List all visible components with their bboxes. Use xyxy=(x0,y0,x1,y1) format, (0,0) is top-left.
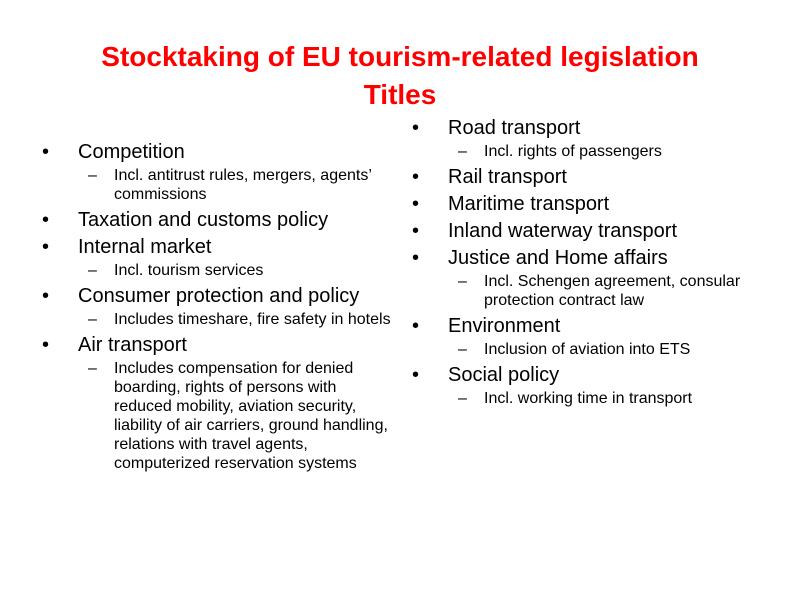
sub-bullet-list xyxy=(448,389,772,408)
sub-bullet-list xyxy=(448,142,772,161)
bullet-item xyxy=(412,247,772,310)
bullet-text: Rail transport xyxy=(448,166,567,188)
title-line-2: Titles xyxy=(363,79,437,110)
bullet-item xyxy=(42,236,392,280)
left-bullet-list xyxy=(42,141,392,473)
bullet-item xyxy=(412,315,772,359)
bullet-marker: • xyxy=(412,364,420,386)
right-bullet-list xyxy=(412,117,772,408)
bullet-marker: • xyxy=(42,236,50,258)
sub-bullet-marker: – xyxy=(88,167,97,184)
sub-bullet-list xyxy=(78,359,392,473)
bullet-text: Environment xyxy=(448,315,561,337)
bullet-text: Air transport xyxy=(78,334,187,356)
sub-bullet-item xyxy=(78,310,392,329)
sub-bullet-list xyxy=(78,310,392,329)
bullet-marker: • xyxy=(42,334,50,356)
title-line-1: Stocktaking of EU tourism-related legislation xyxy=(101,41,699,72)
bullet-text: Consumer protection and policy xyxy=(78,285,360,307)
bullet-marker: • xyxy=(42,285,50,307)
bullet-item xyxy=(412,220,772,242)
bullet-item xyxy=(412,364,772,408)
bullet-item xyxy=(412,166,772,188)
sub-bullet-text: Includes timeshare, fire safety in hotels xyxy=(114,311,391,328)
sub-bullet-list xyxy=(448,272,772,310)
bullet-marker: • xyxy=(412,247,420,269)
bullet-marker: • xyxy=(412,166,420,188)
sub-bullet-text: Incl. working time in transport xyxy=(484,390,693,407)
sub-bullet-marker: – xyxy=(458,143,467,160)
sub-bullet-text: Incl. Schengen agreement, consular protection contract law xyxy=(484,273,741,309)
sub-bullet-list xyxy=(448,340,772,359)
bullet-text: Inland waterway transport xyxy=(448,220,678,242)
bullet-marker: • xyxy=(42,209,50,231)
bullet-text: Maritime transport xyxy=(448,193,610,215)
bullet-item xyxy=(412,193,772,215)
bullet-text: Social policy xyxy=(448,364,560,386)
sub-bullet-text: Inclusion of aviation into ETS xyxy=(484,341,691,358)
sub-bullet-item xyxy=(78,359,392,473)
sub-bullet-marker: – xyxy=(88,311,97,328)
bullet-item xyxy=(42,209,392,231)
bullet-text: Competition xyxy=(78,141,185,163)
bullet-marker: • xyxy=(412,117,420,139)
sub-bullet-text: Incl. antitrust rules, mergers, agents’ commissions xyxy=(114,167,372,203)
bullet-marker: • xyxy=(412,193,420,215)
bullet-item xyxy=(42,334,392,473)
sub-bullet-marker: – xyxy=(88,262,97,279)
sub-bullet-item xyxy=(448,340,772,359)
sub-bullet-item xyxy=(448,389,772,408)
sub-bullet-list xyxy=(78,261,392,280)
sub-bullet-marker: – xyxy=(88,360,97,377)
sub-bullet-text: Incl. rights of passengers xyxy=(484,143,662,160)
sub-bullet-marker: – xyxy=(458,273,467,290)
sub-bullet-item xyxy=(78,166,392,204)
bullet-text: Justice and Home affairs xyxy=(448,247,668,269)
bullet-item xyxy=(412,117,772,161)
left-column xyxy=(42,141,392,478)
sub-bullet-list xyxy=(78,166,392,204)
sub-bullet-item xyxy=(448,272,772,310)
sub-bullet-item xyxy=(78,261,392,280)
slide-title xyxy=(0,38,800,114)
bullet-item xyxy=(42,141,392,204)
sub-bullet-item xyxy=(448,142,772,161)
bullet-marker: • xyxy=(412,220,420,242)
bullet-text: Internal market xyxy=(78,236,212,258)
bullet-text: Taxation and customs policy xyxy=(78,209,329,231)
sub-bullet-marker: – xyxy=(458,390,467,407)
sub-bullet-text: Incl. tourism services xyxy=(114,262,264,279)
bullet-marker: • xyxy=(412,315,420,337)
right-column xyxy=(412,117,772,413)
bullet-marker: • xyxy=(42,141,50,163)
sub-bullet-text: Includes compensation for denied boarding, rights of persons with reduced mobility, aviation security, liability of air carriers, ground handling, relations with travel agents, computerized reservation systems xyxy=(114,360,388,472)
bullet-item xyxy=(42,285,392,329)
sub-bullet-marker: – xyxy=(458,341,467,358)
bullet-text: Road transport xyxy=(448,117,581,139)
